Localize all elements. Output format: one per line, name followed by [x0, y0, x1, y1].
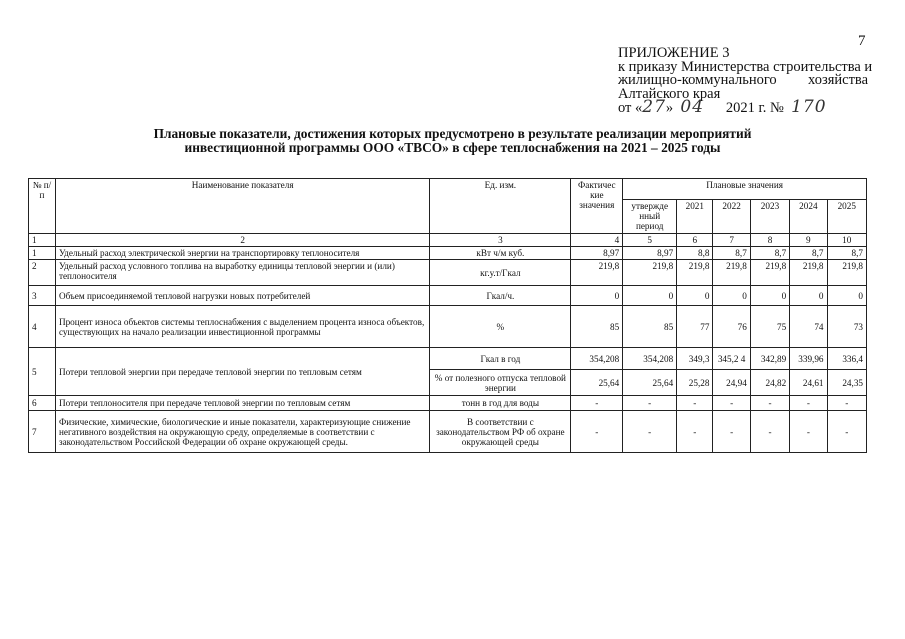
- appendix-order-line: к приказу Министерства строительства и: [618, 58, 873, 75]
- row-value: -: [750, 411, 789, 453]
- date-day-handwritten: 27: [642, 97, 666, 117]
- row-value: 219,8: [827, 260, 866, 286]
- table-row: [29, 396, 867, 411]
- row-unit: кВт ч/м куб.: [430, 247, 571, 260]
- row-value: 24,94: [713, 370, 750, 396]
- row-value: -: [790, 396, 827, 411]
- table-row: [29, 348, 867, 370]
- row-actual: -: [571, 396, 623, 411]
- col-number: 10: [827, 234, 866, 247]
- row-unit: Гкал в год: [430, 348, 571, 370]
- row-value: 336,4: [827, 348, 866, 370]
- row-unit: %: [430, 306, 571, 348]
- row-value: 24,61: [790, 370, 827, 396]
- row-value: 24,35: [827, 370, 866, 396]
- row-value: 8,8: [677, 247, 713, 260]
- row-value: -: [677, 411, 713, 453]
- appendix-header: [618, 45, 873, 117]
- table-row: [29, 260, 867, 286]
- row-unit: В соответствии с законодательством РФ об охране окружающей среды: [430, 411, 571, 453]
- header-year-2023: 2023: [750, 200, 789, 234]
- row-name: Потери теплоносителя при передаче тепловой энергии по тепловым сетям: [55, 396, 429, 411]
- row-approved: 0: [623, 286, 677, 306]
- row-approved: 25,64: [623, 370, 677, 396]
- row-value: 0: [750, 286, 789, 306]
- col-number: 7: [713, 234, 750, 247]
- header-year-2024: 2024: [790, 200, 827, 234]
- header-num: № п/п: [29, 179, 56, 234]
- row-actual: 219,8: [571, 260, 623, 286]
- date-prefix: от «: [618, 100, 643, 116]
- col-number: 8: [750, 234, 789, 247]
- row-name: Удельный расход электрической энергии на транспортировку теплоносителя: [55, 247, 429, 260]
- col-number: 2: [55, 234, 429, 247]
- col-number: 1: [29, 234, 56, 247]
- row-num: 2: [29, 260, 56, 286]
- row-value: 77: [677, 306, 713, 348]
- date-year: 2021 г. №: [725, 100, 784, 116]
- row-num: 6: [29, 396, 56, 411]
- row-value: 25,28: [677, 370, 713, 396]
- row-name: Потери тепловой энергии при передаче тепловой энергии по тепловым сетям: [55, 348, 429, 396]
- row-value: 219,8: [677, 260, 713, 286]
- row-value: -: [713, 411, 750, 453]
- row-value: -: [827, 396, 866, 411]
- table-row: [29, 247, 867, 260]
- row-value: 219,8: [750, 260, 789, 286]
- row-value: 219,8: [713, 260, 750, 286]
- row-value: 8,7: [827, 247, 866, 260]
- row-num: 7: [29, 411, 56, 453]
- appendix-ministry-word2: хозяйства: [808, 72, 868, 88]
- row-approved: -: [623, 396, 677, 411]
- row-actual: 8,97: [571, 247, 623, 260]
- row-unit: кг.у.т/Гкал: [430, 260, 571, 286]
- row-approved: 85: [623, 306, 677, 348]
- page-number: 7: [858, 33, 866, 49]
- row-value: 73: [827, 306, 866, 348]
- row-value: -: [790, 411, 827, 453]
- appendix-ministry-word1: жилищно-коммунального: [618, 72, 777, 88]
- row-num: 5: [29, 348, 56, 396]
- row-value: 8,7: [790, 247, 827, 260]
- header-actual: Фактичес кие значения: [571, 179, 623, 234]
- row-value: -: [827, 411, 866, 453]
- date-close: »: [665, 100, 674, 116]
- row-value: 345,2 4: [713, 348, 750, 370]
- header-planned: Плановые значения: [623, 179, 867, 200]
- row-approved: -: [623, 411, 677, 453]
- row-name: Объем присоединяемой тепловой нагрузки новых потребителей: [55, 286, 429, 306]
- title-line-1: Плановые показатели, достижения которых предусмотрено в результате реализации мероприятий: [153, 126, 752, 141]
- table-row: [29, 411, 867, 453]
- appendix-date-line: [618, 97, 868, 117]
- row-value: 0: [677, 286, 713, 306]
- appendix-region: Алтайского края: [618, 85, 721, 102]
- row-value: -: [713, 396, 750, 411]
- row-value: 339,96: [790, 348, 827, 370]
- row-name: Физические, химические, биологические и иные показатели, характеризующие снижение негативного воздействия на окружающую среду, определяемые в соответствии с законодательством Российской Федерации об охране окружающей среды.: [55, 411, 429, 453]
- row-value: 349,3: [677, 348, 713, 370]
- row-unit: тонн в год для воды: [430, 396, 571, 411]
- row-name: Удельный расход условного топлива на выработку единицы тепловой энергии и (или) теплоносителя: [55, 260, 429, 286]
- header-year-2022: 2022: [713, 200, 750, 234]
- row-num: 1: [29, 247, 56, 260]
- order-number-handwritten: 170: [791, 97, 827, 117]
- row-actual: 25,64: [571, 370, 623, 396]
- appendix-title: ПРИЛОЖЕНИЕ 3: [618, 45, 730, 61]
- row-actual: 85: [571, 306, 623, 348]
- row-value: 0: [790, 286, 827, 306]
- document-title: [60, 127, 845, 155]
- row-value: 0: [827, 286, 866, 306]
- row-approved: 219,8: [623, 260, 677, 286]
- row-value: -: [750, 396, 789, 411]
- row-value: 219,8: [790, 260, 827, 286]
- header-unit: Ед. изм.: [430, 179, 571, 234]
- row-approved: 354,208: [623, 348, 677, 370]
- col-number: 4: [571, 234, 623, 247]
- row-actual: 354,208: [571, 348, 623, 370]
- date-month-handwritten: 04: [680, 97, 705, 117]
- header-year-2021: 2021: [677, 200, 713, 234]
- row-num: 3: [29, 286, 56, 306]
- row-value: 74: [790, 306, 827, 348]
- row-value: 8,7: [713, 247, 750, 260]
- col-number: 5: [623, 234, 677, 247]
- header-row-1: [29, 179, 867, 200]
- indicators-table: [28, 178, 867, 453]
- row-value: -: [677, 396, 713, 411]
- col-number: 9: [790, 234, 827, 247]
- row-value: 76: [713, 306, 750, 348]
- row-name: Процент износа объектов системы теплоснабжения с выделением процента износа объектов, существующих на начало реализации инвестиционной программы: [55, 306, 429, 348]
- row-num: 4: [29, 306, 56, 348]
- row-unit: % от полезного отпуска тепловой энергии: [430, 370, 571, 396]
- row-value: 75: [750, 306, 789, 348]
- row-actual: 0: [571, 286, 623, 306]
- row-value: 8,7: [750, 247, 789, 260]
- header-name: Наименование показателя: [55, 179, 429, 234]
- col-number: 6: [677, 234, 713, 247]
- col-number: 3: [430, 234, 571, 247]
- table-row: [29, 306, 867, 348]
- row-actual: -: [571, 411, 623, 453]
- column-number-row: [29, 234, 867, 247]
- header-approved: утвержде нный период: [623, 200, 677, 234]
- row-approved: 8,97: [623, 247, 677, 260]
- row-value: 0: [713, 286, 750, 306]
- header-year-2025: 2025: [827, 200, 866, 234]
- row-value: 342,89: [750, 348, 789, 370]
- title-line-2: инвестиционной программы ООО «ТВСО» в сфере теплоснабжения на 2021 – 2025 годы: [184, 140, 721, 155]
- table-row: [29, 286, 867, 306]
- row-value: 24,82: [750, 370, 789, 396]
- row-unit: Гкал/ч.: [430, 286, 571, 306]
